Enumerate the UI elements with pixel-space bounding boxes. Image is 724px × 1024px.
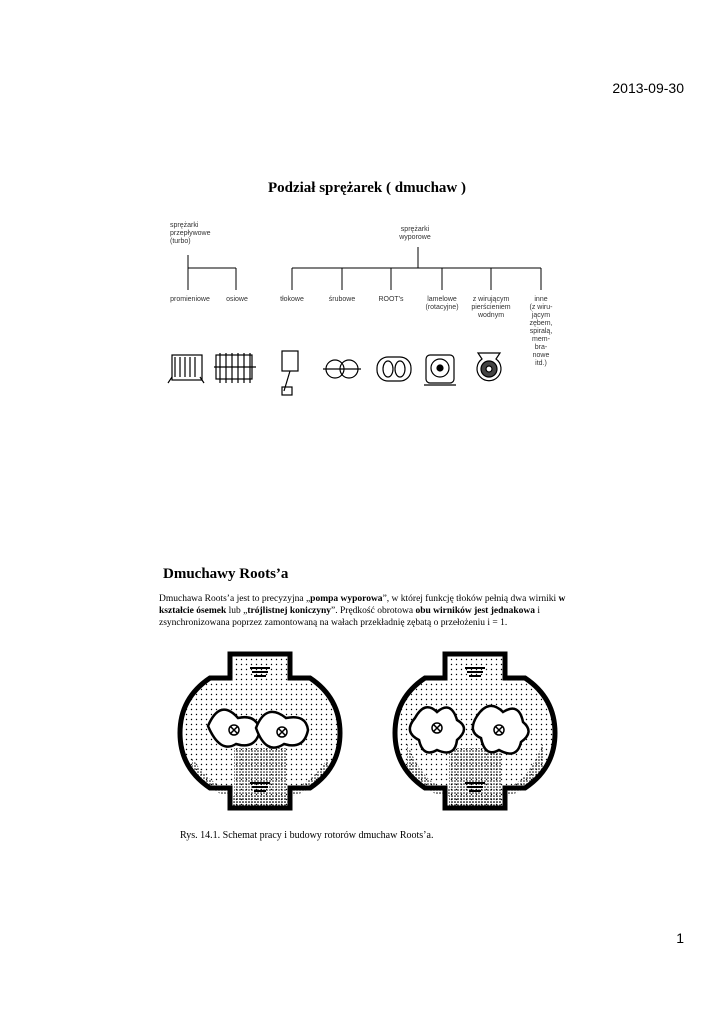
leaf-other: inne (z wiru- jącym zębem, spiralą, mem- bra- nowe itd.) [529, 296, 553, 367]
paragraph-run: ”, w której funkcję tłoków pełnią dwa wirniki [382, 594, 559, 604]
section-title-classification: Podział sprężarek ( dmuchaw ) [267, 180, 467, 196]
label-turbo-compressors: sprężarki przepływowe (turbo) [170, 222, 211, 245]
radial-compressor-sketch [168, 355, 204, 383]
roots-blower-figure-2 [385, 648, 565, 813]
leaf-piston: tłokowe [280, 296, 304, 303]
paragraph-run: i zsynchronizowana poprzez zamontowaną na wałach przekładnię zębatą o przełożeniu i = 1. [159, 606, 541, 628]
axial-compressor-sketch [214, 353, 256, 383]
leaf-vane: lamelowe (rotacyjne) [425, 296, 459, 311]
leaf-roots: ROOT's [378, 296, 404, 303]
roots-blower-figure-1 [170, 648, 350, 813]
vane-compressor-sketch [424, 355, 456, 385]
roots-blower-sketch [377, 357, 411, 381]
paragraph-bold-run: obu wirników jest jednakowa [415, 606, 536, 616]
paragraph-bold-run: pompa wyporowa [310, 594, 383, 604]
leaf-screw: śrubowe [328, 296, 356, 303]
leaf-radial: promieniowe [170, 296, 210, 303]
page-number: 1 [676, 930, 684, 946]
figure-caption: Rys. 14.1. Schemat pracy i budowy rotorów dmuchaw Roots’a. [180, 830, 434, 841]
screw-compressor-sketch [323, 360, 361, 378]
leaf-liquid-ring: z wirującym pierścieniem wodnym [471, 296, 511, 319]
machine-sketches-row [160, 345, 560, 400]
piston-compressor-sketch [282, 351, 298, 395]
paragraph-run: Dmuchawa Roots’a jest to precyzyjna „ [159, 594, 311, 604]
liquid-ring-sketch [477, 353, 501, 381]
roots-description-paragraph [159, 593, 589, 629]
label-displacement-compressors: sprężarki wyporowe [399, 226, 431, 241]
paragraph-run: ”. Prędkość obrotowa [331, 606, 416, 616]
leaf-axial: osiowe [226, 296, 248, 303]
paragraph-run: lub „ [226, 606, 248, 616]
date-header: 2013-09-30 [612, 80, 684, 96]
paragraph-bold-run: trójlistnej koniczyny [247, 606, 332, 616]
section-title-roots: Dmuchawy Roots’a [163, 566, 289, 582]
paragraph-bold-run: w kształcie ósemek [159, 594, 566, 616]
